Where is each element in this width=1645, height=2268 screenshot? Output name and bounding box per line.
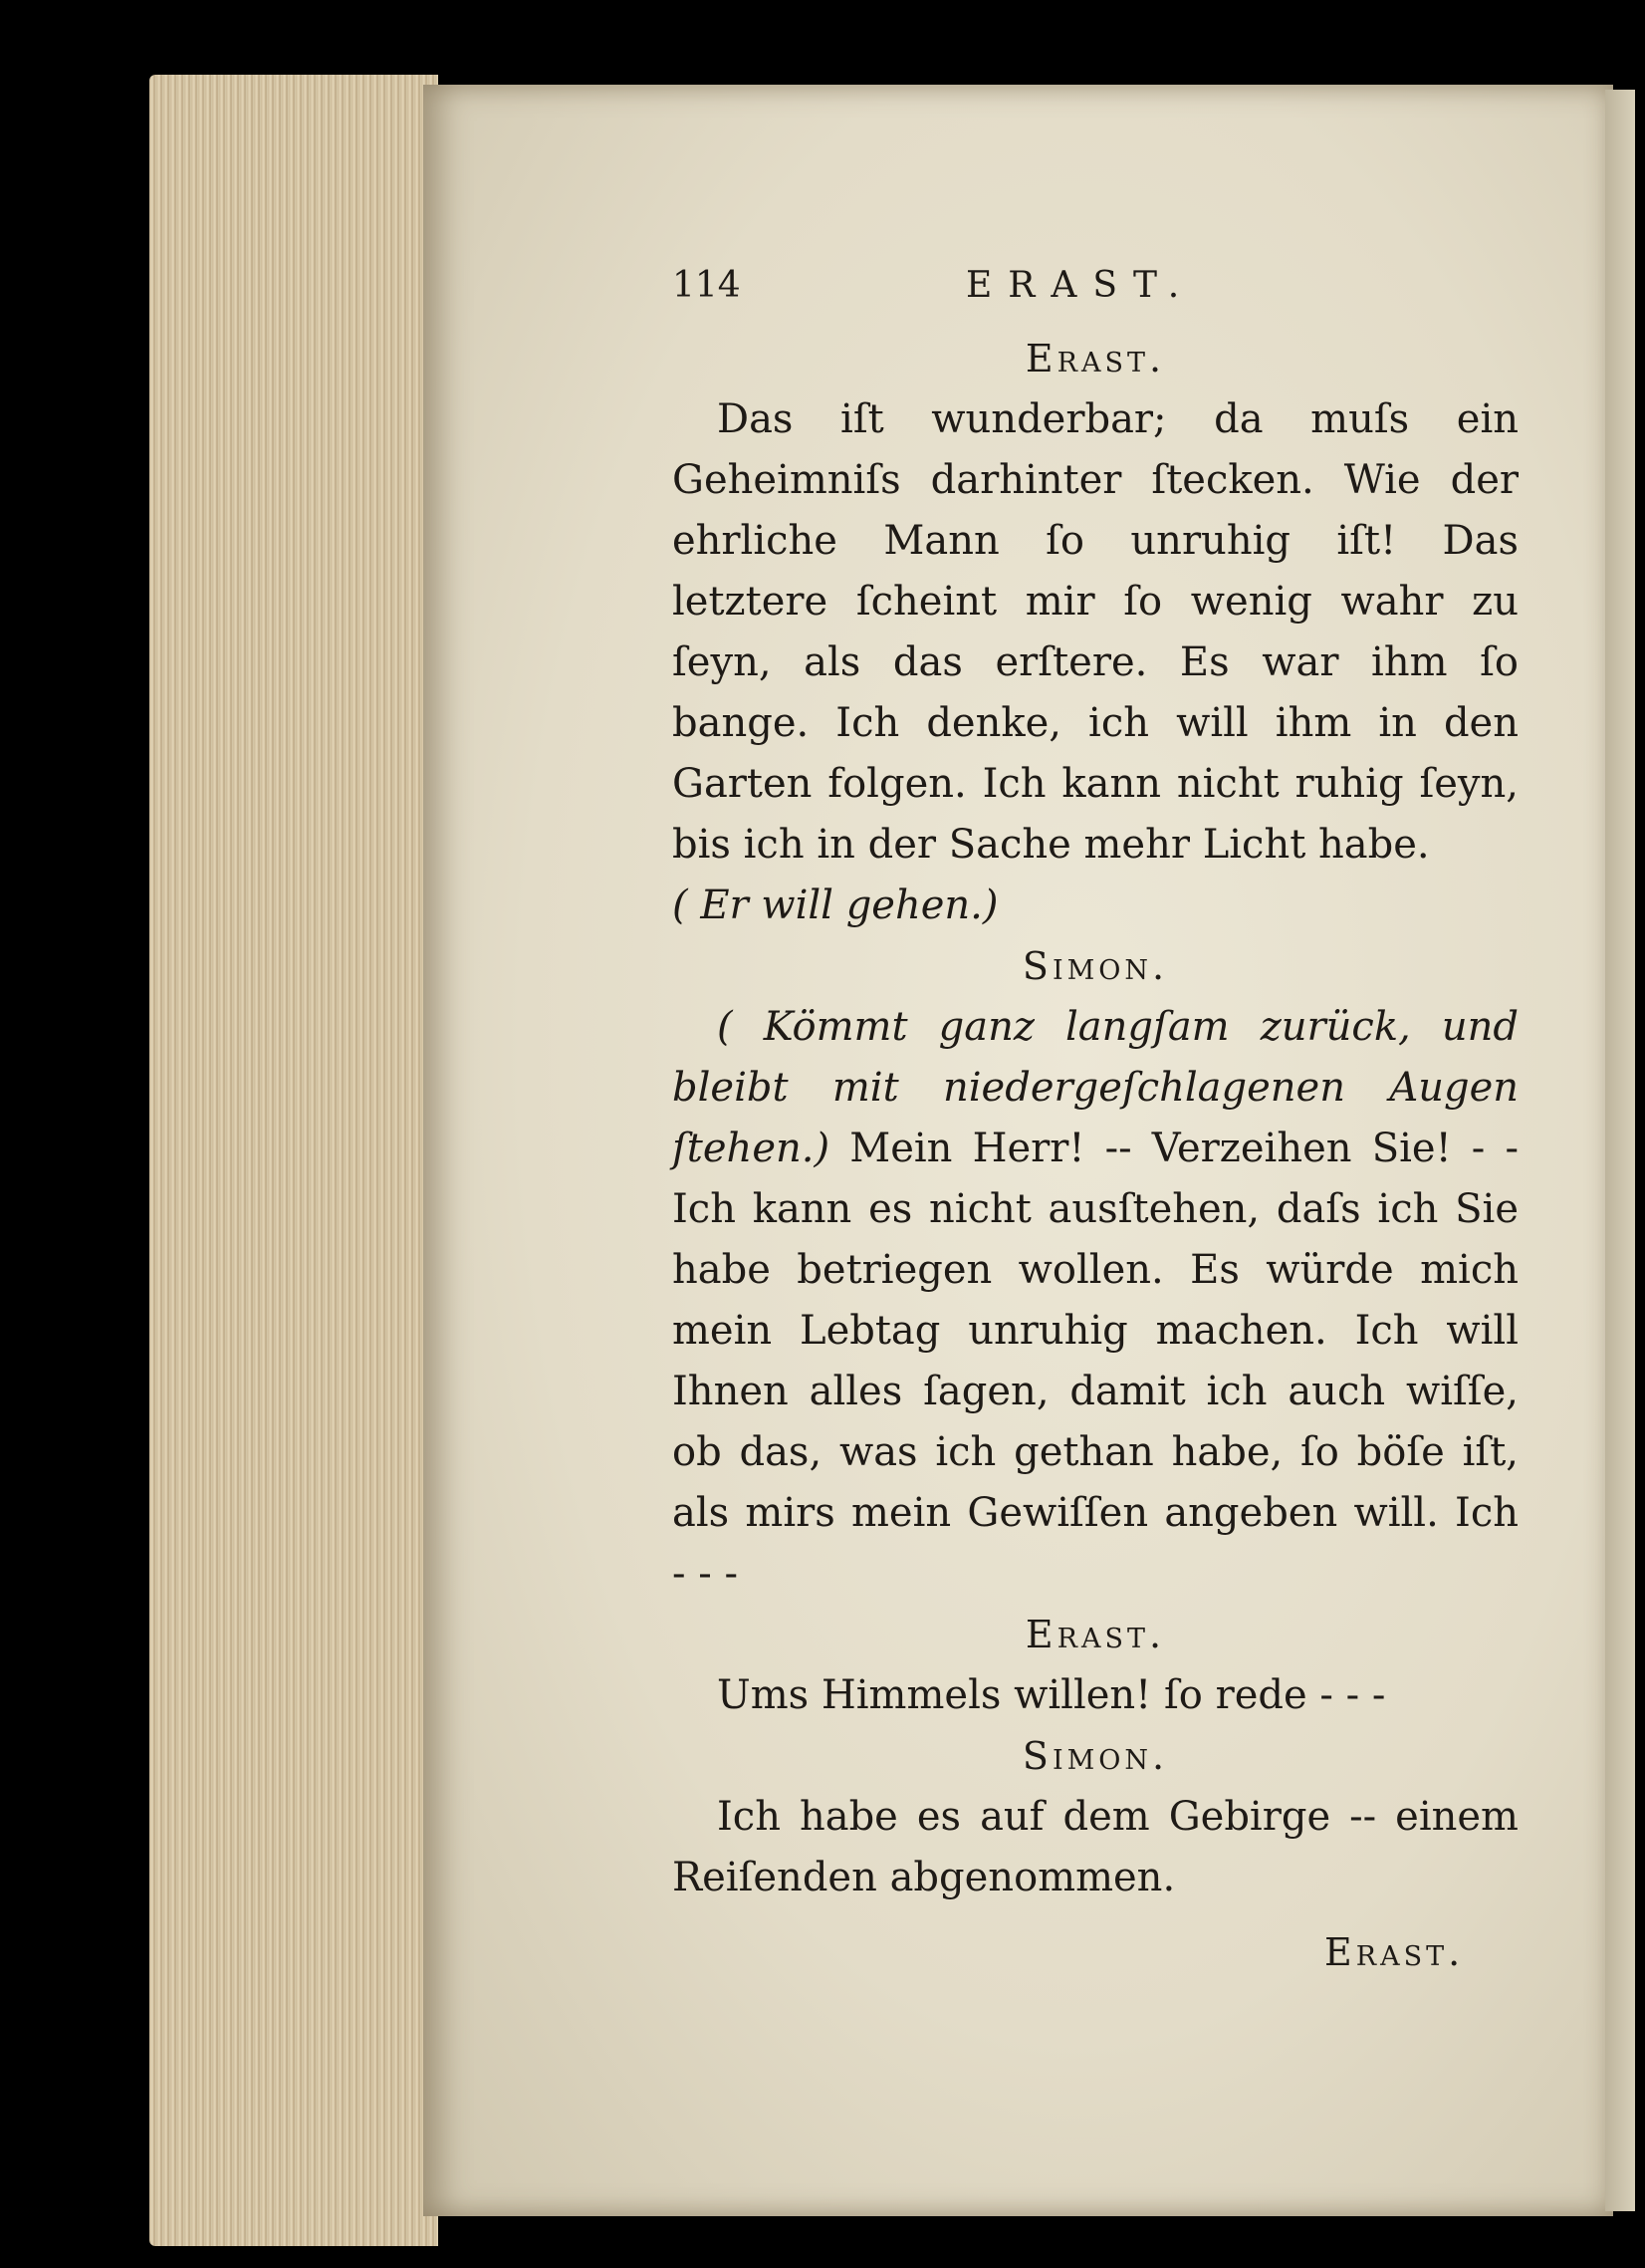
speaker-erast: Erast. [1025, 1613, 1166, 1656]
paragraph: Ich habe es auf dem Gebirge -- einem Reiſenden abgenommen. [672, 1794, 1519, 1900]
stage-direction: ( Er will gehen.) [672, 882, 999, 928]
stage-direction: ( Kömmt ganz langſam zurück, und bleibt mit niedergeſchlagenen Augen ſtehen.) [672, 1004, 1519, 1171]
catchword: Erast. [1324, 1930, 1465, 1974]
speech-text: Mein Herr! -- Verzeihen Sie! - - Ich kann es nicht ausſtehen, daſs ich Sie habe betriegen wollen. Es würde mich mein Lebtag unruhig machen. Ich will Ihnen alles ſagen, damit ich auch wiſſe, ob das, was ich gethan habe, ſo böſe iſt, als mirs mein Gewiſſen angeben will. Ich - - - [672, 1126, 1519, 1597]
speaker-simon: Simon. [1022, 944, 1169, 988]
page-edges [149, 75, 438, 2246]
facing-page-edge [1605, 90, 1635, 2211]
text-block [672, 329, 1519, 1908]
page-number: 114 [672, 265, 741, 306]
paragraph [672, 997, 1519, 1605]
paragraph: Das iſt wunderbar; da muſs ein Geheimniſs darhinter ſtecken. Wie der ehrliche Mann ſo unruhig iſt! Das letztere ſcheint mir ſo wenig wahr zu ſeyn, als das erſtere. Es war ihm ſo bange. Ich denke, ich will ihm in den Garten folgen. Ich kann nicht ruhig ſeyn, bis ich in der Sache mehr Licht habe. [672, 396, 1519, 868]
speaker-erast: Erast. [1025, 337, 1166, 380]
speaker-simon: Simon. [1022, 1734, 1169, 1778]
running-title: ERAST. [966, 265, 1196, 306]
paragraph: Ums Himmels willen! ſo rede - - - [717, 1672, 1386, 1718]
